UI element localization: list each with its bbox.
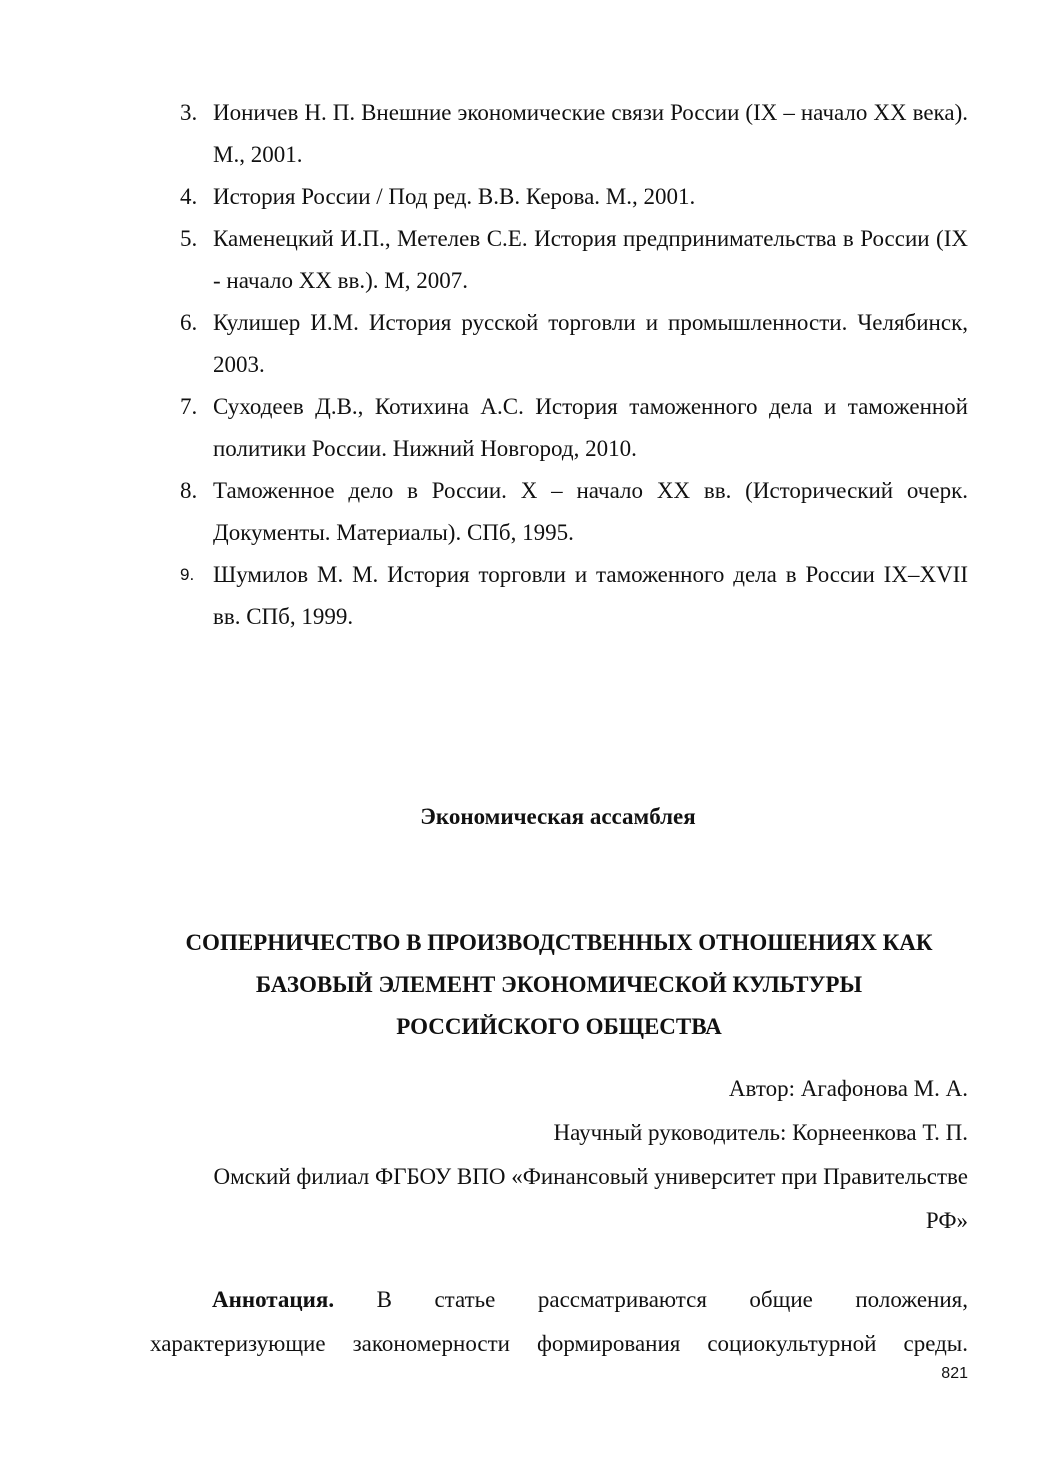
- reference-item: [180, 176, 968, 218]
- annotation-text: В статье рассматриваются общие положения,: [376, 1287, 969, 1312]
- reference-item: [180, 554, 968, 638]
- reference-text: Шумилов М. М. История торговли и таможенного дела в России IX–XVII вв. СПб, 1999.: [213, 562, 968, 629]
- reference-text: Суходеев Д.В., Котихина А.С. История таможенного дела и таможенной политики России. Нижний Новгород, 2010.: [213, 394, 968, 461]
- author-block: [150, 1067, 968, 1243]
- reference-item: [180, 470, 968, 554]
- reference-number: 6.: [180, 310, 198, 335]
- reference-number: 4.: [180, 184, 198, 209]
- section-heading: Экономическая ассамблея: [420, 804, 696, 829]
- supervisor: Научный руководитель: Корнеенкова Т. П.: [553, 1120, 968, 1145]
- annotation-second-line: характеризующие закономерности формирования социокультурной среды.: [150, 1331, 968, 1356]
- reference-item: [180, 92, 968, 176]
- reference-text: Кулишер И.М. История русской торговли и промышленности. Челябинск, 2003.: [213, 310, 968, 377]
- reference-text: История России / Под ред. В.В. Керова. М., 2001.: [213, 184, 696, 209]
- reference-item: [180, 302, 968, 386]
- affiliation-continuation: РФ»: [925, 1208, 968, 1233]
- reference-item: [180, 218, 968, 302]
- reference-list: [180, 92, 968, 638]
- reference-number: 3.: [180, 100, 198, 125]
- reference-number: 9.: [180, 565, 195, 584]
- reference-text: Таможенное дело в России. X – начало XX вв. (Исторический очерк. Документы. Материалы). СПб, 1995.: [213, 478, 968, 545]
- page-number: 821: [941, 1365, 968, 1382]
- reference-text: Ионичев Н. П. Внешние экономические связи России (IX – начало XX века). М., 2001.: [213, 100, 968, 167]
- reference-number: 7.: [180, 394, 198, 419]
- reference-number: 8.: [180, 478, 198, 503]
- reference-number: 5.: [180, 226, 198, 251]
- annotation: [150, 1278, 968, 1366]
- annotation-first-line: [150, 1278, 968, 1322]
- reference-item: [180, 386, 968, 470]
- article-title: [150, 922, 968, 1048]
- title-line: РОССИЙСКОГО ОБЩЕСТВА: [396, 1014, 722, 1039]
- title-line: СОПЕРНИЧЕСТВО В ПРОИЗВОДСТВЕННЫХ ОТНОШЕНИЯХ КАК: [185, 930, 933, 955]
- annotation-label: Аннотация.: [212, 1287, 335, 1312]
- title-line: БАЗОВЫЙ ЭЛЕМЕНТ ЭКОНОМИЧЕСКОЙ КУЛЬТУРЫ: [255, 972, 863, 997]
- author: Автор: Агафонова М. А.: [728, 1076, 968, 1101]
- reference-text: Каменецкий И.П., Метелев С.Е. История предпринимательства в России (IX - начало XX вв.). М, 2007.: [213, 226, 968, 293]
- affiliation: Омский филиал ФГБОУ ВПО «Финансовый университет при Правительстве: [213, 1164, 968, 1189]
